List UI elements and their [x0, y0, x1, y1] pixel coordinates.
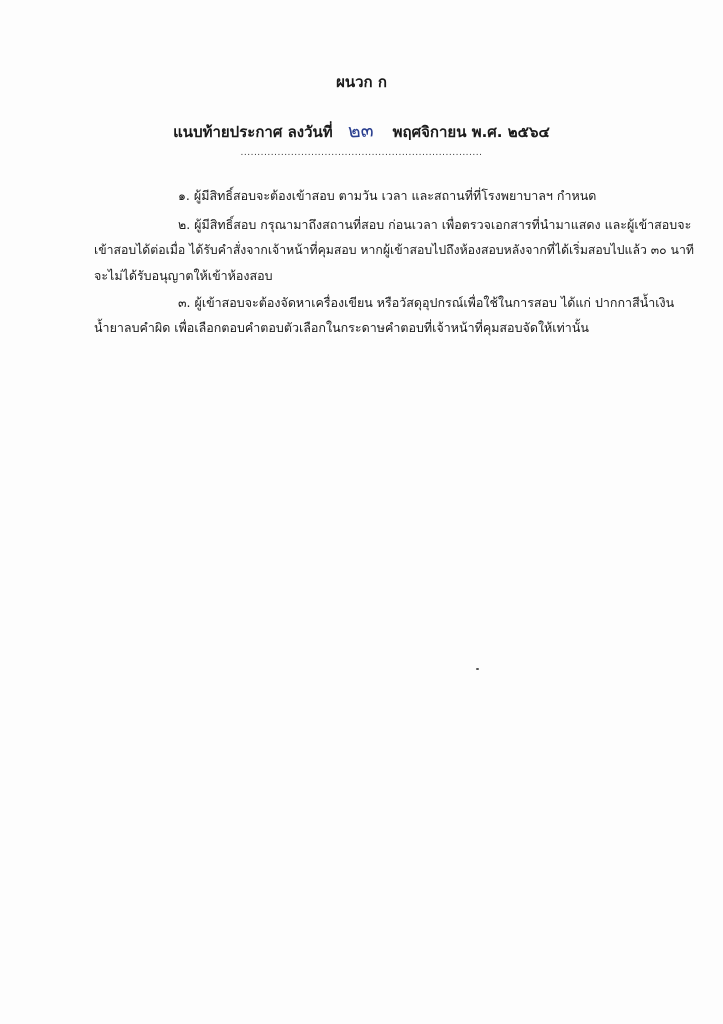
scan-speck [476, 668, 479, 670]
announcement-suffix: พฤศจิกายน พ.ศ. ๒๕๖๔ [392, 123, 550, 141]
announcement-line [0, 116, 723, 146]
rule-2-line-3: จะไม่ได้รับอนุญาตให้เข้าห้องสอบ [94, 268, 273, 283]
rule-3-line-2: น้ำยาลบคำผิด เพื่อเลือกตอบคำตอบตัวเลือกในกระดาษคำตอบที่เจ้าหน้าที่คุมสอบจัดให้เท่านั้น [94, 320, 589, 335]
rule-3-line-1: ๓. ผู้เข้าสอบจะต้องจัดหาเครื่องเขียน หรือวัสดุอุปกรณ์เพื่อใช้ในการสอบ ได้แก่ ปากกาสีน้ำเงิน [178, 295, 675, 310]
rule-2-line-2: เข้าสอบได้ต่อเมื่อ ได้รับคำสั่งจากเจ้าหน้าที่คุมสอบ หากผู้เข้าสอบไปถึงห้องสอบหลังจากที่ได้เริ่มสอบไปแล้ว ๓๐ นาที [94, 242, 694, 257]
announcement-prefix: แนบท้ายประกาศ ลงวันที่ [173, 123, 333, 141]
appendix-title: ผนวก ก [336, 73, 387, 91]
rule-2-line-1: ๒. ผู้มีสิทธิ์สอบ กรุณามาถึงสถานที่สอบ ก่อนเวลา เพื่อตรวจเอกสารที่นำมาแสดง และผู้เข้าสอบจะ [178, 217, 692, 232]
dotted-separator: ........................................................................ [240, 148, 483, 158]
rule-1-line: ๑. ผู้มีสิทธิ์สอบจะต้องเข้าสอบ ตามวัน เวลา และสถานที่ที่โรงพยาบาลฯ กำหนด [178, 188, 597, 203]
handwritten-day: ๒๓ [347, 119, 374, 143]
